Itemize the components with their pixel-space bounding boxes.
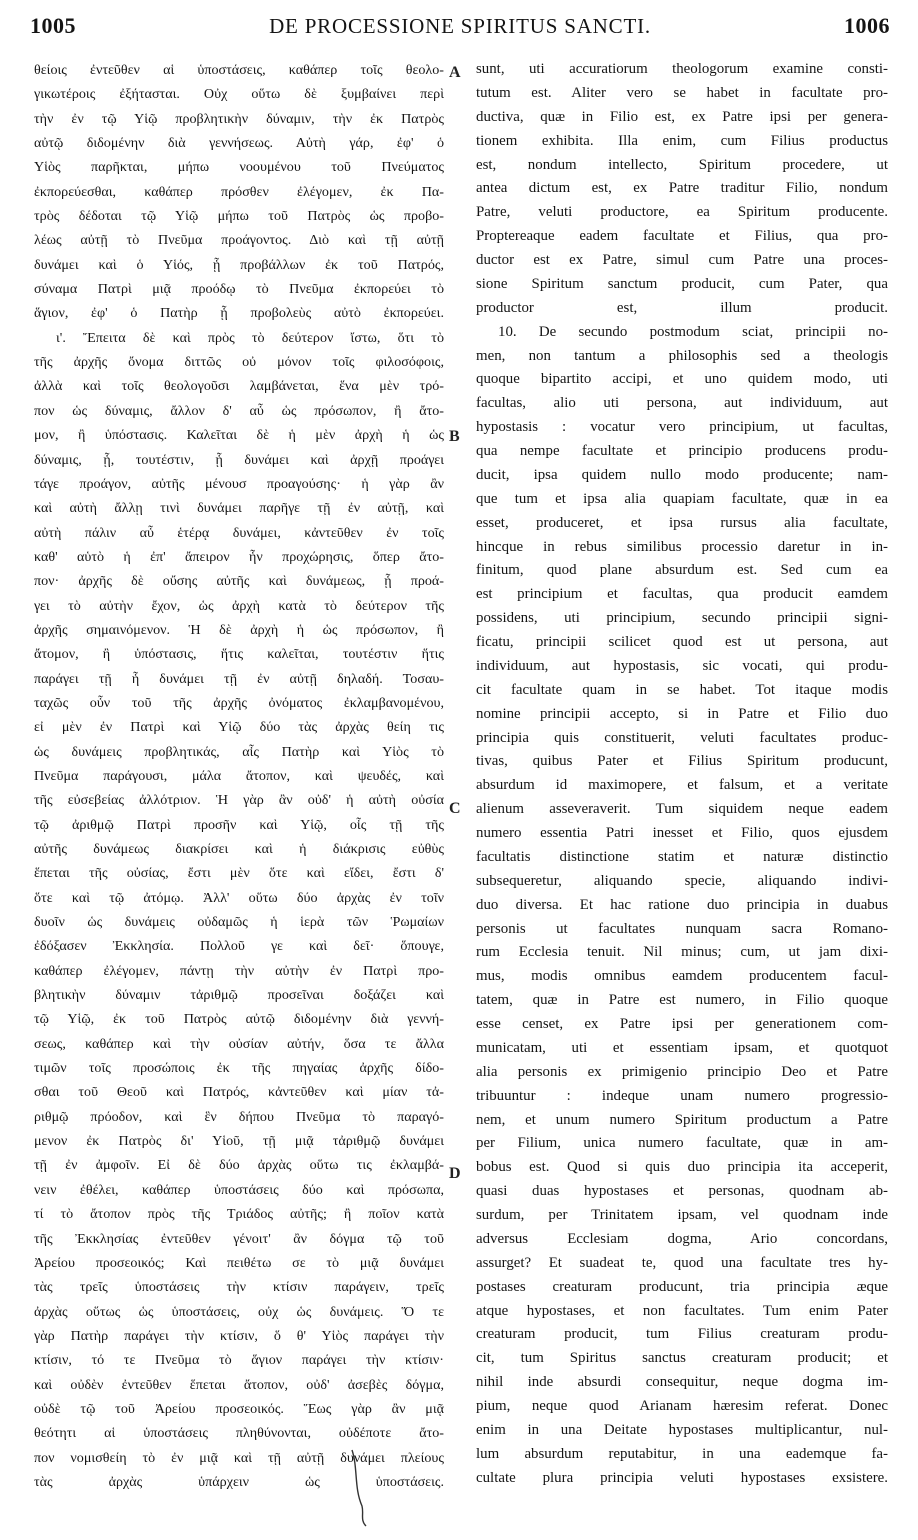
text-line: nem, et unum numero Spiritum productum a Patre <box>476 1111 888 1128</box>
text-line: καὶ οὐδὲν ἐντεῦθεν ἕπεται ἄτοπον, οὐδ' ἀσεβὲς δόγμα, <box>34 1376 444 1393</box>
text-line: adversus Ecclesiam dogma, Ario concordans, <box>476 1230 888 1247</box>
text-line: τί τὸ ἄτοπον πρὸς τῆς Τριάδος αὐτῆς; ἢ ποῖον κατὰ <box>34 1206 444 1223</box>
text-line: mus, modis omnibus eamdem producentem facul- <box>476 968 888 985</box>
text-line: municatam, uti et essentiam ipsam, et quotquot <box>476 1039 888 1056</box>
text-line: καθάπερ ἐλέγομεν, πάντῃ τὴν αὐτὴν ἐν Πατρὶ προ- <box>34 962 444 979</box>
text-line: μον, ἢ ὑπόστασις. Καλεῖται δὲ ἡ μὲν ἀρχὴ ἡ ὡς <box>34 427 444 444</box>
text-line: τρὸς δέδοται τῷ Υἱῷ μήπω τοῦ Πατρὸς ὡς προβο- <box>34 208 444 225</box>
text-line: δύναμις, ᾗ, τουτέστιν, ᾗ δυνάμει καὶ ἀρχῇ προάγει <box>34 451 444 468</box>
text-line: postases creaturam producunt, tria principia æque <box>476 1278 888 1295</box>
text-line: quoque bipartito accipi, et uno quidem modo, uti <box>476 371 888 388</box>
text-line: absurdum id maximopere, et falsum, et a veritate <box>476 777 888 794</box>
text-line: ducit, ipsa quidem nullo modo producente; nam- <box>476 466 888 483</box>
text-line: οὐδὲ τῷ τοῦ Ἀρείου προσεοικός. Ἕως γὰρ ἂν μιᾷ <box>34 1400 444 1417</box>
text-line: duo diversa. Et hac ratione duo principia in duabus <box>476 896 888 913</box>
text-line: τῆς Ἐκκλησίας ἐντεῦθεν γένοιτ' ἂν δόγμα τῷ τοῦ <box>34 1230 444 1247</box>
text-line: 10. De secundo postmodum sciat, principii no- <box>498 323 888 340</box>
text-line: esset, produceret, et ipsa rursus alia facultate, <box>476 514 888 531</box>
margin-marker-b: B <box>449 428 460 445</box>
text-line: Υἱὸς παρῆκται, μήπω νοουμένου τοῦ Πνεύματος <box>34 159 444 176</box>
text-line: λέως αὐτῇ τὸ Πνεῦμα προάγοντος. Διὸ καὶ τῇ αὐτῇ <box>34 232 444 249</box>
text-line: τὴν ἐν τῷ Υἱῷ προβλητικὴν δύναμιν, τὴν ἐκ Πατρὸς <box>34 110 444 127</box>
page-number-left: 1005 <box>30 13 76 38</box>
text-line: tionem exhibita. Illa enim, cum Filius productus <box>476 132 888 149</box>
text-line: καὶ αὐτὴ ἄλλῃ τινὶ δυνάμει παρῆγε τῇ ἐν αὐτῇ, καὶ <box>34 500 444 517</box>
text-line: per Filium, unica numero facultate, quæ in am- <box>476 1135 888 1152</box>
text-line: creaturam producit, tum Filius creaturam produ- <box>476 1326 888 1343</box>
text-line: tivas, quibus Pater et Filius Spiritum producunt, <box>476 753 888 770</box>
running-header <box>30 6 890 46</box>
text-line: ἀλλὰ καὶ τοῖς θεολογοῦσι λαμβάνεται, ἕνα μὲν τρό- <box>34 378 444 395</box>
text-line: αὐτῆς δυνάμεως διακρίσει καὶ ἡ διάκρισις εὐθὺς <box>34 841 444 857</box>
text-line: ductiva, quæ in Filio est, ex Patre ipsi per genera- <box>476 108 888 125</box>
text-line: σθαι τοῦ Θεοῦ καὶ Πατρός, κἀντεῦθεν καὶ μίαν τἀ- <box>34 1084 444 1101</box>
text-line: σεως, καθάπερ καὶ τὴν οὐσίαν αὐτήν, ὅσα τε ἄλλα <box>34 1035 444 1052</box>
text-line: τιμῶν τοῖς προσώποις ἐκ τῆς πηγαίας ἀρχῆς δίδο- <box>34 1060 444 1077</box>
text-line: γικωτέροις ἐξήτασται. Οὐχ οὕτω δὲ ξυμβαίνει περὶ <box>34 86 444 103</box>
text-line: sione Spiritum sanctum producit, cum Pater, qua <box>476 275 888 292</box>
text-line: πον νομισθείη τὸ ἐν μιᾷ καὶ τῇ αὐτῇ δυνάμει πλείους <box>34 1449 444 1466</box>
text-line: finitum, quod plane absurdum est. Sed cum ea <box>476 562 888 579</box>
text-line: alienum asseveraverit. Tum siquidem neque eadem <box>476 801 888 818</box>
text-line: cit, tum Spiritus sanctus creaturam producit; et <box>476 1350 888 1367</box>
text-line: ἕπεται τῆς οὐσίας, ἔστι μὲν ὅτε καὶ εἴδει, ἔστι δ' <box>34 865 444 882</box>
text-line: γὰρ Πατὴρ παράγει τὴν κτίσιν, ὅ θ' Υἱὸς παράγει τὴν <box>34 1327 444 1344</box>
text-line: ριθμῷ πρόοδον, καὶ ἓν δήπου Πνεῦμα τὸ παραγό- <box>34 1108 444 1125</box>
text-line: σύναμα Πατρὶ μιᾷ προόδῳ τὸ Πνεῦμα ἐκπορεύει τὸ <box>34 281 444 298</box>
text-line: μενον ἐκ Πατρὸς δι' Υἱοῦ, τῇ μιᾷ τἀριθμῷ δυνάμει <box>34 1133 444 1150</box>
page-number-right: 1006 <box>843 13 890 38</box>
text-line: εἰ μὲν ἐν Πατρὶ καὶ Υἱῷ δύο τὰς ἀρχὰς θείη τις <box>34 719 444 736</box>
greek-text-column <box>34 58 444 1494</box>
text-line: men, non tantum a philosophis sed a theologis <box>476 347 888 364</box>
text-line: Ἀρείου προσεοικός; Καὶ πειθέτω σε τὸ μιᾷ δυνάμει <box>34 1254 444 1271</box>
text-line: Patre, veluti productore, ea Spiritum producente. <box>476 204 888 221</box>
text-line: ductor est ex Patre, simul cum Patre una proces- <box>476 252 888 268</box>
text-line: ἀρχῆς σημαινόμενον. Ἡ δὲ ἀρχὴ ἡ ὡς πρόσωπον, ἢ <box>34 621 444 638</box>
latin-text-column <box>476 58 888 1491</box>
text-line: θείοις ἐντεῦθεν αἱ ὑποστάσεις, καθάπερ τοῖς θεολο- <box>34 62 444 78</box>
margin-marker-a: A <box>449 64 461 81</box>
text-line: δυοῖν ὡς δυνάμεις οὐδαμῶς ἡ ἱερὰ τῶν Ῥωμαίων <box>34 914 444 931</box>
text-line: ἐδόξασεν Ἐκκλησία. Πολλοῦ γε καὶ δεῖ· ὅπουγε, <box>34 938 444 955</box>
text-line: ὡς δυνάμεις προβλητικάς, αἷς Πατὴρ καὶ Υἱὸς τὸ <box>34 743 444 760</box>
text-line: tutum est. Aliter vero se habet in facultate pro- <box>476 84 888 101</box>
text-line: productor est, illum producit. <box>476 299 888 316</box>
text-line: κτίσιν, τό τε Πνεῦμα τὸ ἅγιον παράγει τὴν κτίσιν· <box>34 1352 444 1369</box>
text-line: bobus est. Quod si quis duo principia ita acceperit, <box>476 1159 888 1176</box>
page-title: DE PROCESSIONE SPIRITUS SANCTI. <box>269 13 651 38</box>
text-line: Proptereaque eadem facultate et Filius, qua pro- <box>476 228 888 245</box>
text-line: τῷ ἀριθμῷ Πατρὶ προσῆν καὶ Υἱῷ, οἷς τῇ τῆς <box>34 816 444 833</box>
text-line: nomine principii accepto, si in Patre et Filio duo <box>476 705 888 722</box>
text-line: καθ' αὑτὸ ἡ ἐπ' ἄπειρον ἦν προχώρησις, ὅπερ ἄτο- <box>34 548 444 565</box>
text-line: numero essentia Patri inesset et Filio, quos ejusdem <box>476 825 888 841</box>
text-line: assurget? Et suadeat te, quod una facultate tres hy- <box>476 1254 888 1271</box>
text-line: possidens, uti principium, secundo principii signi- <box>476 610 888 627</box>
text-line: θεότητι αἱ ὑποστάσεις πληθύνονται, οὐδέποτε ἄτο- <box>34 1425 444 1442</box>
text-line: ἅγιον, ἐφ' ὁ Πατὴρ ᾗ προβολεὺς αὐτὸ ἐκπορεύει. <box>34 305 444 322</box>
text-line: atque hypostases, et non facultates. Tum enim Pater <box>476 1302 888 1319</box>
text-line: τῷ Υἱῷ, ἐκ τοῦ Πατρὸς αὐτῷ διδομένην διὰ γεννή- <box>34 1011 444 1028</box>
text-line: ἀρχὰς οὕτως ὡς ὑποστάσεις, οὐχ ὡς δυνάμεις. Ὅ τε <box>34 1303 444 1320</box>
text-line: sunt, uti accuratiorum theologorum examine consti- <box>476 61 888 77</box>
text-line: δυνάμει καὶ ὁ Υἱός, ᾗ προβάλλων ἐκ τοῦ Πατρός, <box>34 256 444 273</box>
text-line: ταχῶς οὖν τοῦ τῆς ἀρχῆς ὀνόματος ἐκλαμβανομένου, <box>34 694 444 711</box>
margin-marker-d: D <box>449 1165 461 1182</box>
text-line: rum Ecclesia tenuit. Nil minus; cum, ut jam dixi- <box>476 944 888 961</box>
text-line: hincque in rebus similibus processio daretur in in- <box>476 538 888 555</box>
text-line: τάγε προάγον, αὐτῆς μένουσ προαγούσης· ἡ γὰρ ἂν <box>34 475 444 492</box>
text-line: παράγει τῇ ἧ δυνάμει τῇ ἐν αὐτῇ δηλαδή. Τοσαυ- <box>34 670 444 687</box>
text-line: τὰς ἀρχὰς ὑπάρχειν ὡς ὑποστάσεις. <box>34 1473 444 1490</box>
text-line: lum absurdum reputabitur, in una eademque fa- <box>476 1445 888 1462</box>
text-line: est, nondum intellecto, Spiritum procedere, ut <box>476 156 888 173</box>
text-line: nihil inde absurdi consequitur, neque dogma im- <box>476 1374 888 1391</box>
text-line: pium, neque quod Arianam hæresim referat. Donec <box>476 1398 888 1414</box>
text-line: quasi duas hypostases et personas, quodnam ab- <box>476 1183 888 1200</box>
text-line: βλητικὴν δύναμιν τἀριθμῷ προσεῖναι δοξάζει καὶ <box>34 987 444 1004</box>
text-line: alia personis ex primigenio principio Deo et Patre <box>476 1063 888 1080</box>
text-line: personis ut facultates nunquam sacra Romano- <box>476 920 888 937</box>
margin-marker-c: C <box>449 800 461 817</box>
text-line: facultas, alio uti persona, aut individuum, aut <box>476 395 888 412</box>
text-line: ἄτομον, ἢ ὑπόστασις, ἥτις καλεῖται, τουτέστιν ἥτις <box>34 646 444 663</box>
text-line: Πνεῦμα παράγουσι, μάλα ἄτοπον, καὶ ψευδές, καὶ <box>34 767 444 784</box>
text-line: facultatis distinctione statim et naturæ distinctio <box>476 848 888 865</box>
text-line: principia quis constituerit, veluti facultates produc- <box>476 729 888 746</box>
text-line: subsequeretur, aliquando specie, aliquando indivi- <box>476 872 888 889</box>
text-line: antea dictum est, ex Patre traditur Filio, nondum <box>476 180 888 197</box>
text-line: qua nempe facultate et principio producens produ- <box>476 443 888 459</box>
text-line: enim in una Deitate hypostases multiplicantur, nul- <box>476 1421 888 1438</box>
text-line: individuum, aut hypostasis, sic vocati, qui produ- <box>476 657 888 674</box>
text-line: que tum et ipsa alia quapiam facultate, quæ in ea <box>476 490 888 507</box>
text-line: τῆς εὐσεβείας ἀλλότριον. Ἡ γὰρ ἂν οὐδ' ἡ αὐτὴ οὐσία <box>34 792 444 809</box>
pen-stroke-mark <box>348 1448 372 1528</box>
text-line: ὅτε καὶ τῷ ἀτόμῳ. Ἀλλ' οὕτω δύο ἀρχὰς ἐν τοῖν <box>34 889 444 906</box>
text-line: cultate plura principia veluti hypostases exsistere. <box>476 1469 888 1486</box>
text-line: πον· ἀρχῆς δὲ οὔσης αὐτῆς καὶ δυνάμεως, ᾗ προά- <box>34 573 444 590</box>
text-line: πον ὡς δύναμις, ἄλλον δ' αὖ ὡς πρόσωπον, ἢ ἄτο- <box>34 402 444 419</box>
text-line: tribuuntur : indeque unam numero progressio- <box>476 1087 888 1104</box>
text-line: τῆς ἀρχῆς ὄνομα διττῶς οὐ μόνον τοῖς φιλοσόφοις, <box>34 354 444 371</box>
text-line: ficatu, principii scilicet quod est ut persona, aut <box>476 634 888 650</box>
text-line: tatem, quæ in Patre est numero, in Filio quoque <box>476 992 888 1009</box>
text-line: surdum, per Trinitatem ipsam, vel quodnam inde <box>476 1207 888 1223</box>
text-line: τὰς τρεῖς ὑποστάσεις τὴν κτίσιν παράγειν, τρεῖς <box>34 1279 444 1296</box>
text-line: αὐτῷ διδομένην διὰ γεννήσεως. Αὐτὴ γάρ, ἐφ' ὁ <box>34 135 444 152</box>
text-line: γει τὸ αὐτὴν ἔχον, ὡς ἀρχὴ κατὰ τὸ δεύτερον τῆς <box>34 597 444 614</box>
text-line: esse censet, ex Patre ipsi per generationem com- <box>476 1016 888 1032</box>
text-line: cit facultate quam in se habet. Tot itaque modis <box>476 681 888 698</box>
text-line: τῇ ἐν ἀμφοῖν. Εἰ δὲ δύο ἀρχὰς οὕτω τις ἐκλαμβά- <box>34 1157 444 1174</box>
text-line: est principium et facultas, qua producit eamdem <box>476 586 888 603</box>
text-line: ἐκπορεύεσθαι, καθάπερ πρόσθεν ἐλέγομεν, ἐκ Πα- <box>34 183 444 200</box>
text-line: ι'. Ἔπειτα δὲ καὶ πρὸς τὸ δεύτερον ἴστω, ὅτι τὸ <box>56 329 444 346</box>
text-line: hypostasis : vocatur vero principium, ut facultas, <box>476 419 888 436</box>
text-line: αὐτὴ πάλιν αὖ ἑτέρᾳ δυνάμει, κἀντεῦθεν ἐν τοῖς <box>34 524 444 541</box>
text-line: νειν ἐθέλει, καθάπερ ὑποστάσεις δύο καὶ πρόσωπα, <box>34 1181 444 1198</box>
